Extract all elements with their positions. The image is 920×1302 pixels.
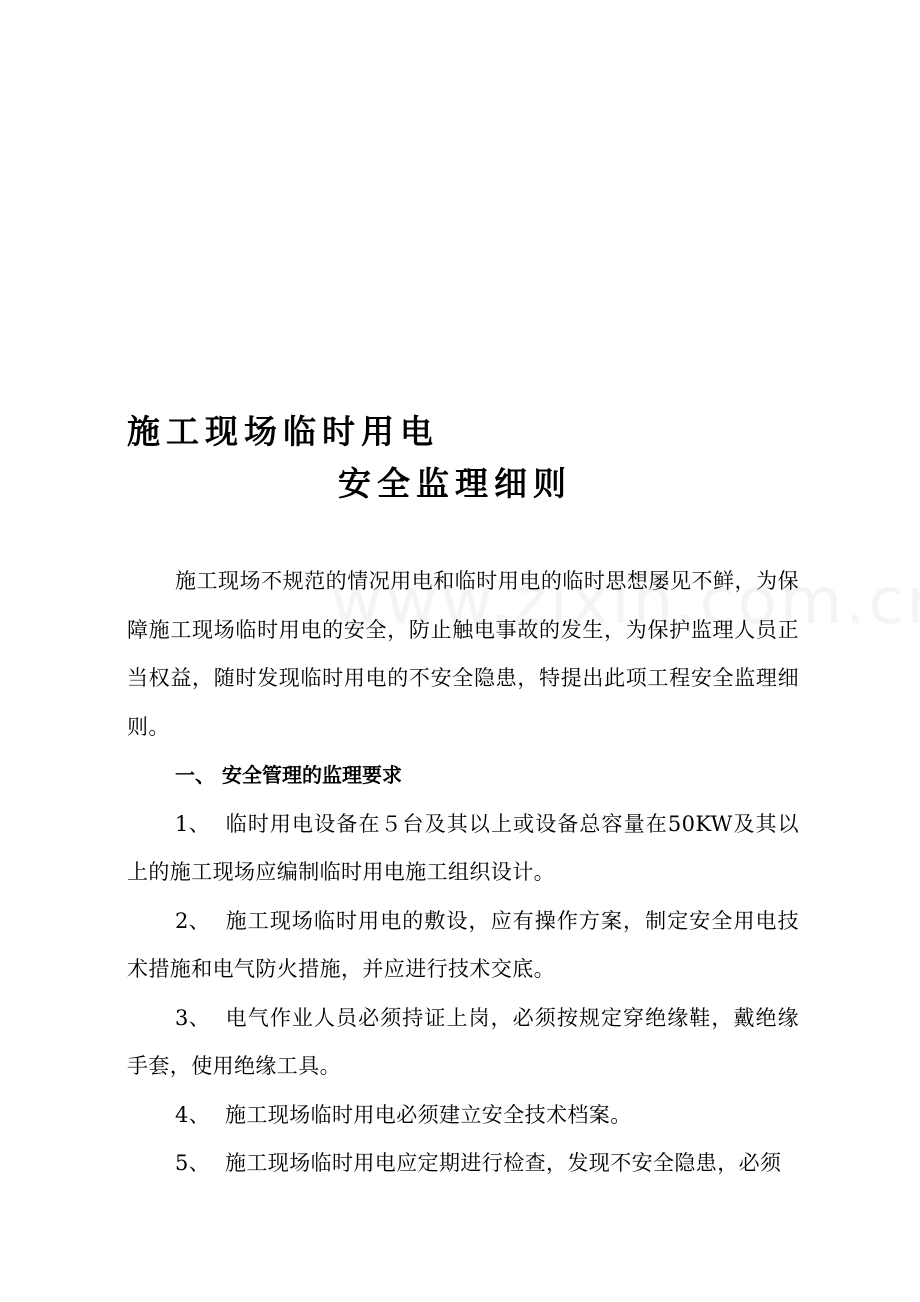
document-title-line1: 施工现场临时用电 xyxy=(127,412,439,451)
item-number: 1、 xyxy=(175,811,211,836)
list-item xyxy=(127,1139,799,1188)
item-text: 施工现场临时用电应定期进行检查，发现不安全隐患，必须 xyxy=(225,1151,782,1175)
item-number: 3、 xyxy=(175,1005,211,1030)
document-title-line2: 安全监理细则 xyxy=(338,464,572,503)
item-text: 临时用电设备在５台及其以上或设备总容量在50KW及其以上的施工现场应编制临时用电施工组织设计。 xyxy=(127,811,799,884)
section-heading: 一、 安全管理的监理要求 xyxy=(175,763,402,787)
item-text: 施工现场临时用电的敷设，应有操作方案，制定安全用电技术措施和电气防火措施，并应进行技术交底。 xyxy=(127,908,799,981)
item-number: 5、 xyxy=(175,1151,211,1175)
item-text: 电气作业人员必须持证上岗，必须按规定穿绝缘鞋，戴绝缘手套，使用绝缘工具。 xyxy=(127,1005,799,1078)
list-item xyxy=(127,800,799,897)
document-body xyxy=(127,557,799,1188)
item-number: 4、 xyxy=(175,1102,211,1127)
list-item xyxy=(127,1091,799,1140)
list-item xyxy=(127,994,799,1091)
intro-paragraph: 施工现场不规范的情况用电和临时用电的临时思想屡见不鲜，为保障施工现场临时用电的安全，防止触电事故的发生，为保护监理人员正当权益，随时发现临时用电的不安全隐患，特提出此项工程安全监理细则。 xyxy=(127,569,799,739)
item-number: 2、 xyxy=(175,908,211,933)
item-text: 施工现场临时用电必须建立安全技术档案。 xyxy=(225,1102,632,1127)
list-item xyxy=(127,897,799,994)
